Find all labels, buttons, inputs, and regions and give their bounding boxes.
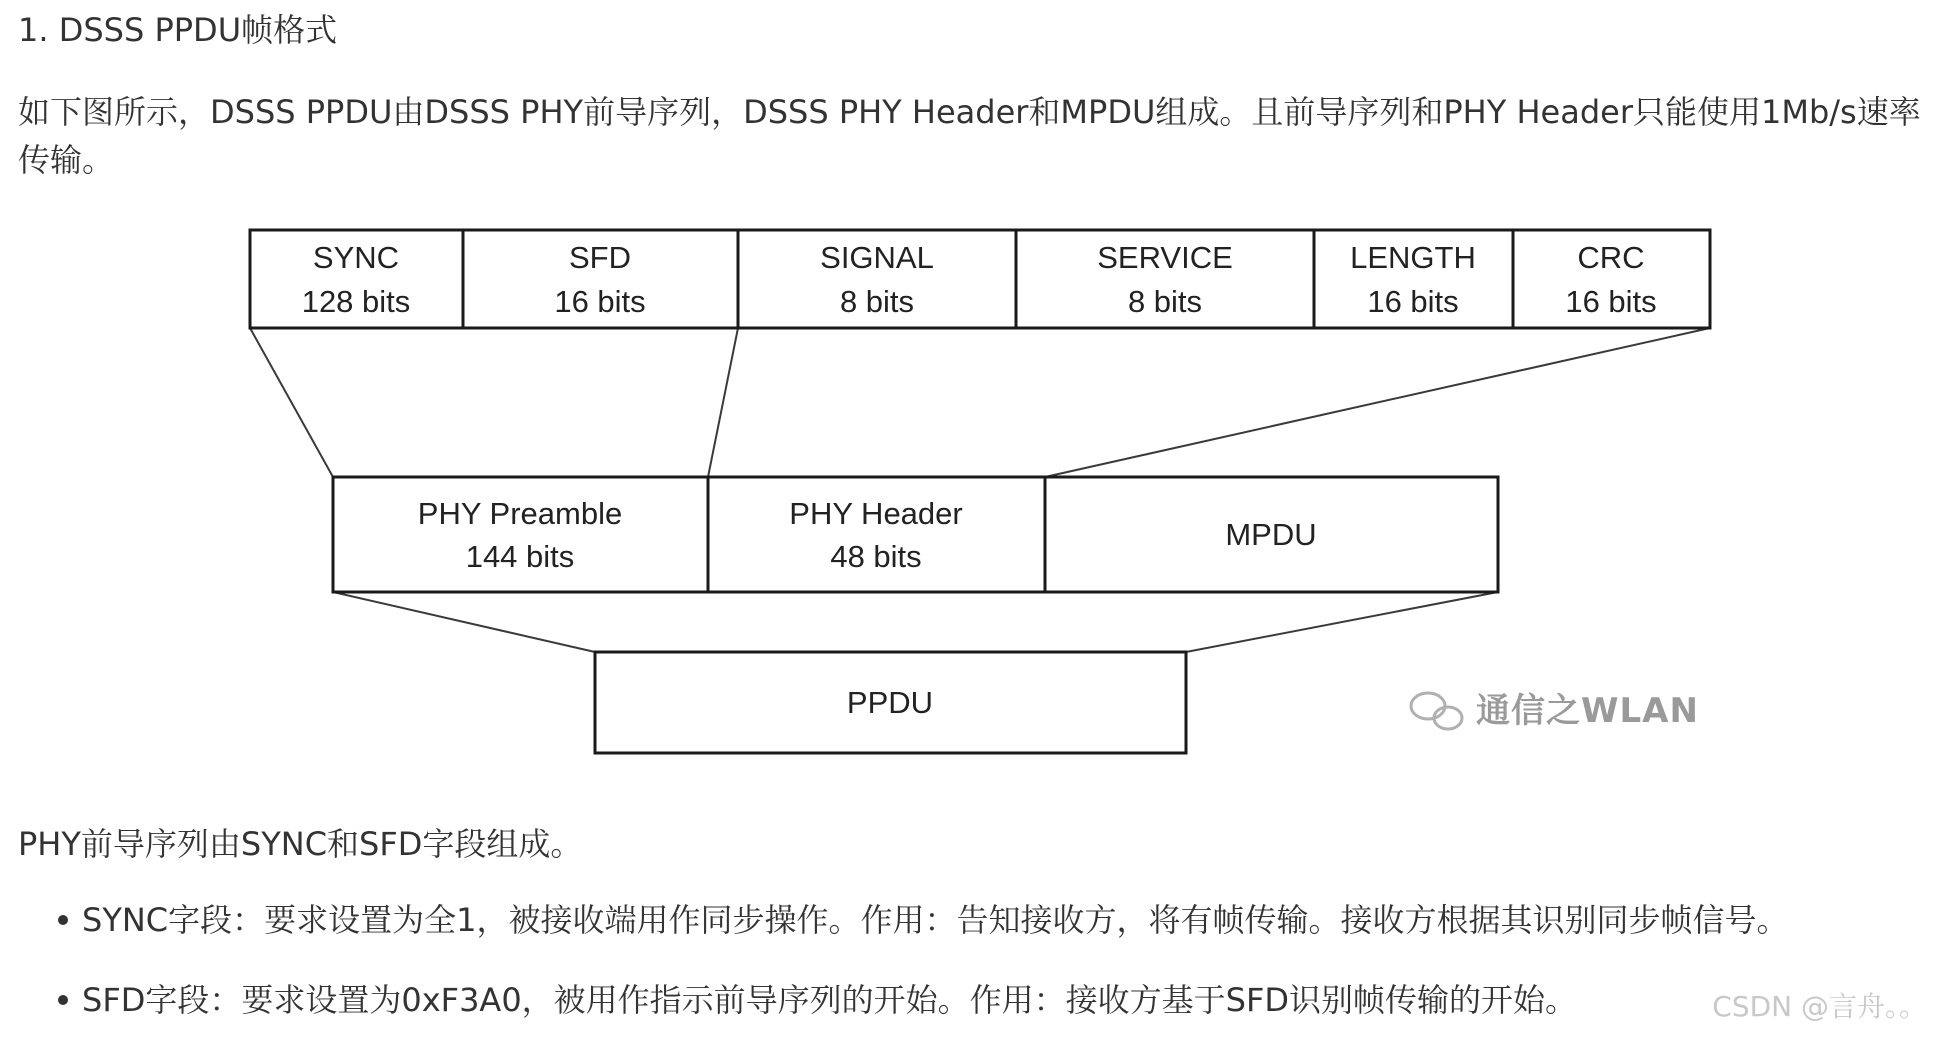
field-box-sync	[250, 230, 463, 328]
watermark-text: 通信之WLAN	[1476, 691, 1699, 731]
connector-line	[1186, 592, 1498, 652]
wechat-icon	[1411, 693, 1462, 729]
connector-line	[333, 592, 595, 652]
field-box-sfd	[463, 230, 738, 328]
field-bits: 144 bits	[465, 539, 575, 574]
field-name: MPDU	[1225, 517, 1317, 552]
field-box-signal	[738, 230, 1016, 328]
field-name: CRC	[1577, 240, 1645, 275]
field-box-length	[1314, 230, 1513, 328]
field-bits: 8 bits	[839, 284, 915, 319]
field-box-crc	[1513, 230, 1710, 328]
section-heading: 1. DSSS PPDU帧格式	[18, 11, 338, 49]
field-bits: 128 bits	[301, 284, 411, 319]
field-name: LENGTH	[1350, 240, 1476, 275]
field-box-phy-header	[708, 477, 1045, 592]
bullet-dot-icon	[58, 915, 68, 925]
connector-line	[1045, 328, 1710, 477]
field-box-phy-preamble	[333, 477, 708, 592]
field-name: SIGNAL	[820, 240, 934, 275]
list-item-text: SFD字段：要求设置为0xF3A0，被用作指示前导序列的开始。作用：接收方基于SFD识别帧传输的开始。	[82, 981, 1578, 1019]
intro-paragraph: 如下图所示，DSSS PPDU由DSSS PHY前导序列，DSSS PHY Header和MPDU组成。且前导序列和PHY Header只能使用1Mb/s速率传输。	[18, 93, 1921, 179]
field-bits: 16 bits	[554, 284, 646, 319]
field-name: SFD	[569, 240, 631, 275]
field-box-ppdu	[595, 652, 1186, 753]
list-item-text: SYNC字段：要求设置为全1，被接收端用作同步操作。作用：告知接收方，将有帧传输。接收方根据其识别同步帧信号。	[82, 901, 1789, 939]
field-bits: 16 bits	[1367, 284, 1459, 319]
connector-line	[250, 328, 333, 477]
wechat-watermark	[1411, 691, 1699, 731]
list-item	[18, 898, 1789, 978]
field-name: PHY Header	[789, 496, 963, 531]
field-bits: 16 bits	[1565, 284, 1657, 319]
csdn-watermark: CSDN @言舟。。	[1712, 990, 1927, 1023]
bullet-dot-icon	[58, 995, 68, 1005]
connector-line	[708, 328, 738, 477]
field-box-service	[1016, 230, 1314, 328]
preamble-paragraph: PHY前导序列由SYNC和SFD字段组成。	[18, 825, 583, 863]
field-name: SYNC	[312, 240, 400, 275]
field-name: PPDU	[846, 685, 934, 720]
field-name: PHY Preamble	[417, 496, 623, 531]
field-bits: 48 bits	[830, 539, 922, 574]
field-description-list	[18, 898, 1789, 1058]
field-bits: 8 bits	[1127, 284, 1203, 319]
field-box-mpdu	[1045, 477, 1498, 592]
field-name: SERVICE	[1097, 240, 1233, 275]
list-item	[18, 978, 1789, 1058]
